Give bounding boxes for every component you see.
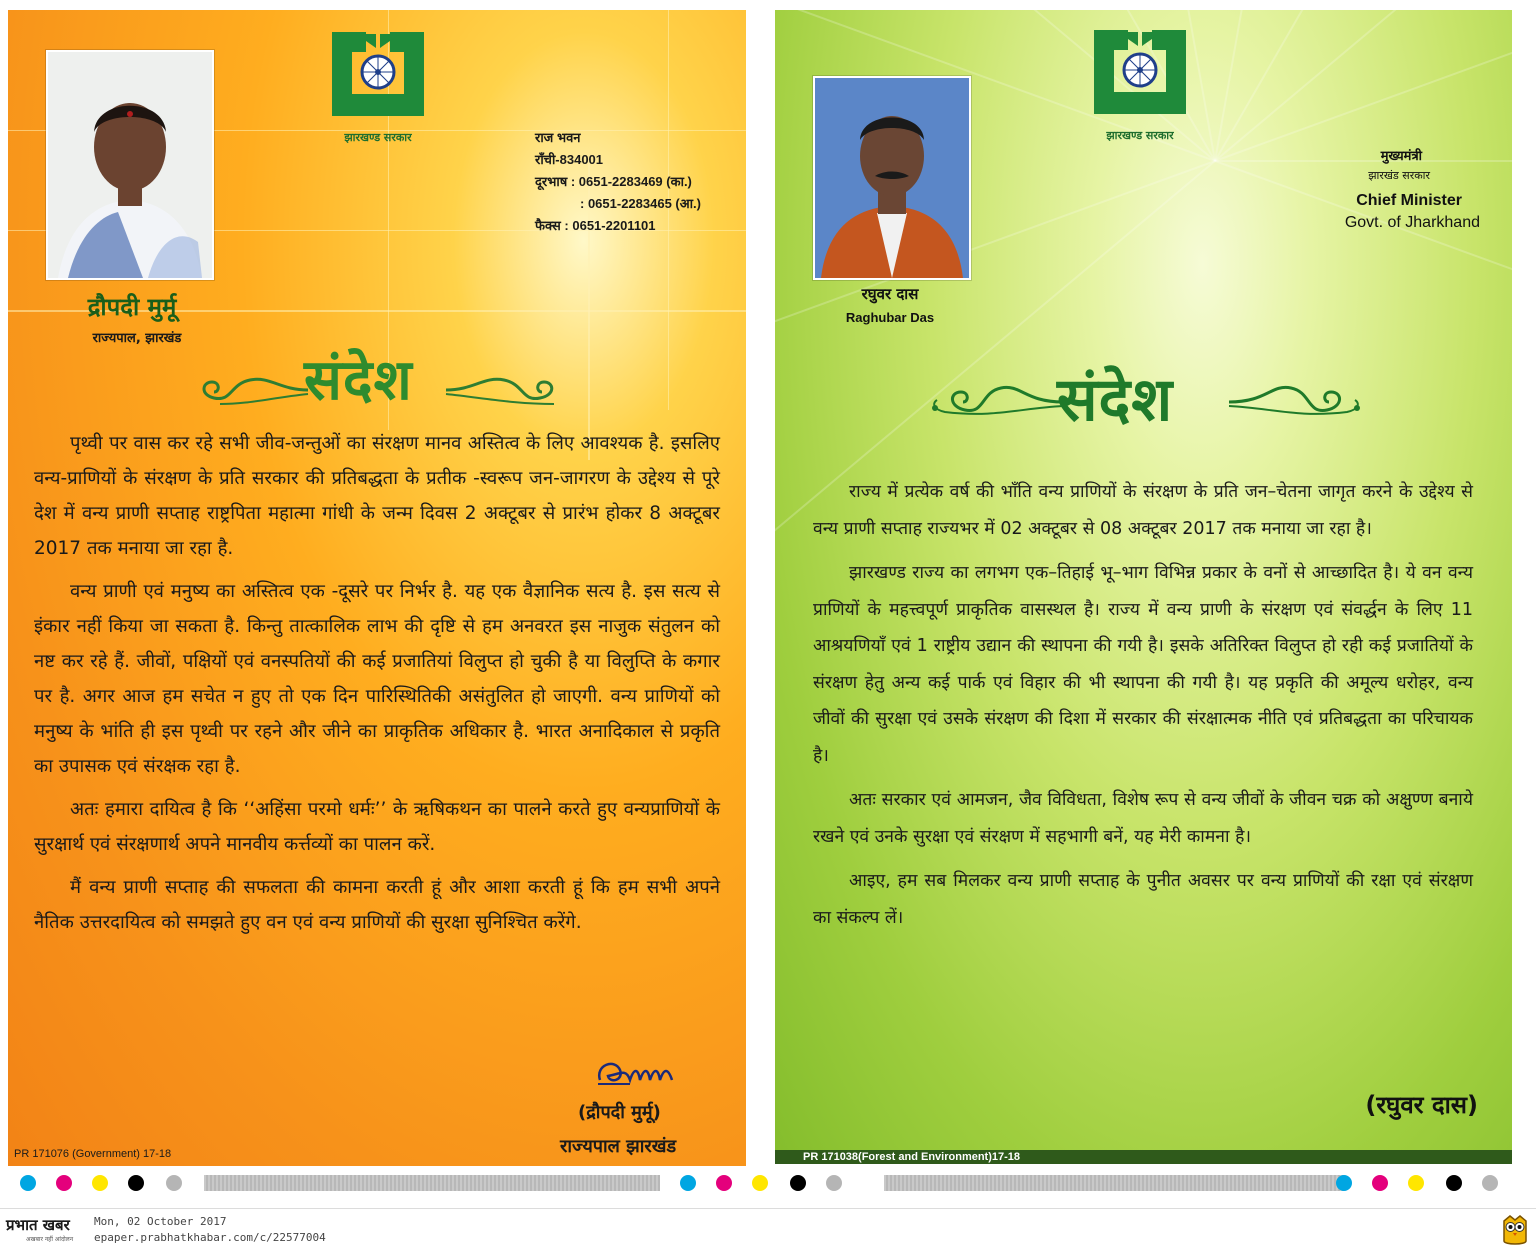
logo-caption: झारखण्ड सरकार: [344, 131, 412, 144]
brand-logo: प्रभात खबर: [6, 1216, 70, 1234]
message-heading: संदेश: [304, 347, 413, 413]
edition-date: Mon, 02 October 2017: [94, 1215, 227, 1228]
office-english: Chief Minister: [1356, 192, 1462, 209]
flourish-right-icon: [1227, 378, 1367, 422]
signature-name: (रघुवर दास): [1365, 1091, 1478, 1119]
chief-minister-name-english: Raghubar Das: [845, 310, 935, 325]
epaper-url[interactable]: epaper.prabhatkhabar.com/c/22577004: [94, 1231, 326, 1244]
message-paragraph: पृथ्वी पर वास कर रहे सभी जीव-जन्तुओं का संरक्षण मानव अस्तित्व के लिए आवश्यक है. इसलिए वन्य-प्राणियों के संरक्षण के प्रति सरकार की प्रतिबद्धता के प्रतीक -स्वरूप जन-जागरण के उद्देश्य से पूरे देश में वन्य प्राणी सप्ताह राष्ट्रपिता महात्मा गांधी के जन्म दिवस 2 अक्टूबर से प्रारंभ होकर 8 अक्टूबर 2017 तक मनाया जा रहा है.: [34, 433, 720, 559]
chief-minister-photo: [813, 76, 971, 280]
registration-dot-black: [1446, 1175, 1462, 1191]
owl-mascot-icon: [1500, 1213, 1530, 1247]
office-english-sub: Govt. of Jharkhand: [1344, 214, 1480, 231]
address-line: राँची-834001: [535, 152, 604, 167]
jharkhand-emblem-icon: [318, 24, 438, 128]
message-paragraph: राज्य में प्रत्येक वर्ष की भाँति वन्य प्राणियों के संरक्षण के प्रति जन–चेतना जागृत करने के उद्देश्य से वन्य प्राणी सप्ताह राज्यभर में 02 अक्टूबर से 08 अक्टूबर 2017 तक मनाया जा रहा है।: [813, 482, 1473, 539]
registration-dot-cyan: [20, 1175, 36, 1191]
jharkhand-govt-logo: [318, 24, 438, 154]
signature-image: [590, 1050, 690, 1095]
governor-message-body: [34, 426, 720, 948]
message-paragraph: अतः हमारा दायित्व है कि ‘‘अहिंसा परमो धर्मः’’ के ऋषिकथन का पालने करते हुए वन्यप्राणियों के सुरक्षार्थ एवं संरक्षणार्थ अपने मानवीय कर्त्तव्यों का पालन करें.: [34, 799, 720, 855]
message-paragraph: अतः सरकार एवं आमजन, जैव विविधता, विशेष रूप से वन्य जीवों के जीवन चक्र को अक्षुण्ण बनाये रखने एवं उनके सुरक्षा एवं संरक्षण में सहभागी बनें, यह मेरी कामना है।: [813, 790, 1473, 847]
governor-name: द्रौपदी मुर्मू: [87, 293, 177, 321]
decor-ray: [1214, 10, 1372, 161]
address-line: राज भवन: [535, 130, 581, 145]
signature-name: (द्रौपदी मुर्मू): [578, 1102, 661, 1123]
governor-message-panel: [8, 10, 746, 1166]
message-paragraph: झारखण्ड राज्य का लगभग एक–तिहाई भू–भाग विभिन्न प्रकार के वनों से आच्छादित है। ये वन वन्य प्राणियों के महत्त्वपूर्ण प्राकृतिक वासस्थल है। राज्य में वन्य प्राणी के संरक्षण एवं संवर्द्धन के लिए 11 आश्रयणियाँ एवं 1 राष्ट्रीय उद्यान की स्थापना की गयी है। इसके अतिरिक्त विलुप्त हो रही कई प्रजातियों के संरक्षण हेतु अन्य कई पार्क एवं विहार की भी स्थापना की गयी है। यह प्रकृति की अमूल्य धरोहर, वन्य जीवों की सुरक्षा एवं उसके संरक्षण की दिशा में सरकार की संरक्षात्मक नीति एवं प्रतिबद्धता का परिचायक है।: [813, 563, 1473, 766]
registration-dot-magenta: [1372, 1175, 1388, 1191]
jharkhand-emblem-icon: [1080, 22, 1200, 126]
message-paragraph: आइए, हम सब मिलकर वन्य प्राणी सप्ताह के पुनीत अवसर पर वन्य प्राणियों की रक्षा एवं संरक्षण का संकल्प लें।: [813, 871, 1473, 928]
registration-dot-gray: [166, 1175, 182, 1191]
decor-ray: [1215, 160, 1512, 162]
jharkhand-govt-logo: [1080, 22, 1200, 152]
chief-minister-portrait-image: [815, 78, 969, 278]
office-hindi: मुख्यमंत्री: [1380, 149, 1422, 164]
governor-photo: [46, 50, 214, 280]
registration-dot-black: [790, 1175, 806, 1191]
registration-dot-yellow: [1408, 1175, 1424, 1191]
registration-bar: [884, 1175, 1344, 1191]
phone-line: : 0651-2283465 (आ.): [580, 196, 701, 211]
brand-tagline: अखबार नहीं आंदोलन: [26, 1236, 74, 1243]
phone-line: दूरभाष : 0651-2283469 (का.): [535, 174, 692, 189]
registration-dot-yellow: [752, 1175, 768, 1191]
message-paragraph: वन्य प्राणी एवं मनुष्य का अस्तित्व एक -दूसरे पर निर्भर है. यह एक वैज्ञानिक सत्य है. इस सत्य से इंकार नहीं किया जा सकता है. किन्तु तात्कालिक लाभ की दृष्टि से हम अनवरत इस नाजुक संतुलन को नष्ट कर रहे हैं. जीवों, पक्षियों एवं वनस्पतियों की कई प्रजातियां विलुप्त हो चुकी है या विलुप्ति के कगार पर है. अगर आज हम सचेत न हुए तो एक दिन पारिस्थितिकी असंतुलित हो जाएगी. वन्य प्राणियों को मनुष्य के भांति ही इस पृथ्वी पर रहने और जीने का प्राकृतिक अधिकार है. भारत अनादिकाल से प्रकृति का उपासक एवं संरक्षक रहा है.: [34, 581, 720, 777]
office-hindi-sub: झारखंड सरकार: [1368, 169, 1430, 182]
message-paragraph: मैं वन्य प्राणी सप्ताह की सफलता की कामना करती हूं और आशा करती हूं कि हम सभी अपने नैतिक उत्तरदायित्व को समझते हुए वन एवं वन्य प्राणियों की सुरक्षा सुनिश्चित करेंगे.: [34, 877, 720, 933]
fax-line: फैक्स : 0651-2201101: [535, 218, 656, 233]
message-heading: संदेश: [1057, 365, 1174, 435]
flourish-left-icon: [925, 378, 1065, 422]
registration-dot-magenta: [56, 1175, 72, 1191]
chief-minister-name-hindi: रघुवर दास: [861, 285, 919, 303]
registration-dot-black: [128, 1175, 144, 1191]
flourish-left-icon: [190, 368, 310, 408]
chief-minister-message-body: [813, 474, 1473, 944]
footer-code: PR 171038(Forest and Environment)17-18: [803, 1151, 1021, 1163]
decor-ray: [1214, 10, 1512, 162]
chief-minister-message-panel: [775, 10, 1512, 1164]
registration-dot-gray: [1482, 1175, 1498, 1191]
epaper-footer: [0, 1208, 1536, 1251]
registration-dot-magenta: [716, 1175, 732, 1191]
registration-dot-gray: [826, 1175, 842, 1191]
registration-dot-yellow: [92, 1175, 108, 1191]
governor-portrait-image: [48, 52, 212, 278]
footer-code: PR 171076 (Government) 17-18: [14, 1148, 172, 1160]
governor-title: राज्यपाल, झारखंड: [92, 331, 182, 346]
flourish-right-icon: [444, 368, 574, 408]
registration-bar: [204, 1175, 660, 1191]
signature-title: राज्यपाल झारखंड: [560, 1136, 677, 1157]
logo-caption: झारखण्ड सरकार: [1106, 129, 1174, 142]
registration-dot-cyan: [680, 1175, 696, 1191]
registration-dot-cyan: [1336, 1175, 1352, 1191]
